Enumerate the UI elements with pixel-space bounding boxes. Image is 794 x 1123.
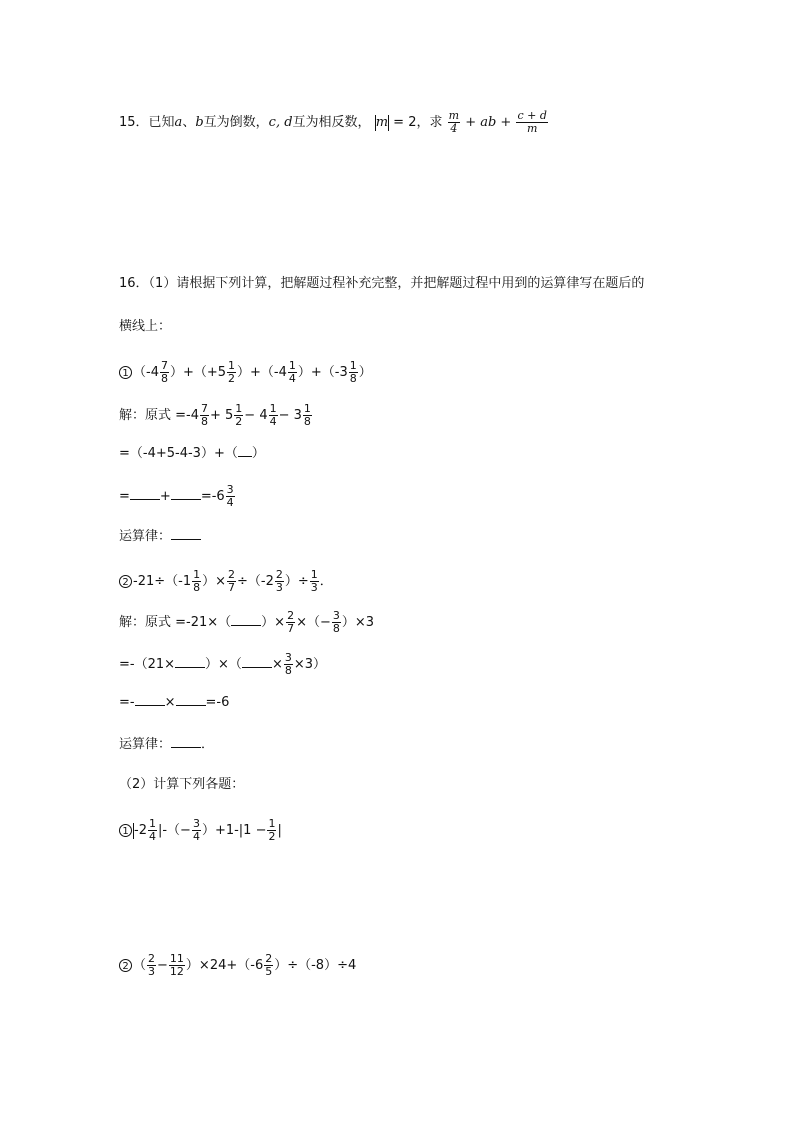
p2-expression	[119, 569, 333, 594]
expr-text: |	[277, 823, 282, 838]
fraction: $\frac{1}{8}$	[349, 359, 357, 385]
expr-text: |-（−	[157, 823, 191, 838]
q16-intro-line1: 16．（1）请根据下列计算，把解题过程补充完整，并把解题过程中用到的运算律写在题后的	[119, 276, 645, 291]
expr-text: −	[157, 958, 168, 973]
p1-law	[119, 527, 201, 545]
step-text: =-6	[200, 489, 225, 504]
p1-step3	[119, 484, 236, 509]
sol-text: ×（−	[296, 615, 331, 630]
q15-fraction-cdm: $\frac{c + d}{m}$	[517, 109, 547, 135]
expr-text: ）×24+（-6	[185, 958, 264, 973]
blank[interactable]	[231, 613, 261, 626]
fraction: $\frac{3}{4}$	[226, 483, 234, 509]
fraction: $\frac{11}{12}$	[169, 952, 184, 978]
sol-text: ）×	[261, 615, 286, 630]
circle-number-2: 2	[119, 575, 132, 588]
step-text: =	[119, 489, 130, 504]
law-end: ．	[201, 737, 215, 752]
part2-heading: （2）计算下列各题：	[119, 777, 245, 792]
expr-text: （	[133, 958, 147, 973]
circle-number-1: 1	[119, 824, 132, 837]
expr-text: ）+（+5	[169, 365, 227, 380]
expr-text: ）+1-|1 −	[201, 823, 267, 838]
abs-bar-right	[388, 115, 389, 131]
q15-fraction-m4: $\frac{m}{4}$	[448, 109, 460, 135]
p1-solution	[119, 403, 313, 428]
var-b: b	[195, 115, 204, 130]
q16-intro-line2: 横线上：	[119, 319, 172, 334]
separator: 、	[182, 115, 196, 130]
fraction: $\frac{7}{8}$	[201, 402, 208, 428]
fraction: $\frac{1}{2}$	[235, 402, 243, 428]
q15-text-find: ，求	[416, 115, 443, 130]
fraction: $\frac{7}{8}$	[160, 359, 168, 385]
blank[interactable]	[176, 693, 206, 706]
fraction: $\frac{1}{4}$	[148, 817, 156, 843]
step-text: =-（21×	[119, 657, 176, 672]
step-text: +	[159, 489, 171, 504]
step-text: =（-4+5-4-3）+（	[119, 446, 238, 461]
p1-step2	[119, 444, 265, 462]
circle-number-2: 2	[119, 959, 132, 972]
p2-step2	[119, 652, 326, 677]
fraction: $\frac{3}{4}$	[192, 817, 200, 843]
blank[interactable]	[135, 693, 165, 706]
step-text: ×3）	[293, 657, 327, 672]
step-text: ×	[271, 657, 283, 672]
fraction: $\frac{2}{3}$	[148, 952, 156, 978]
q15-number: 15．已知	[119, 115, 175, 130]
step-text: ）	[251, 446, 265, 461]
fraction: $\frac{1}{4}$	[288, 359, 296, 385]
sol-text: − 4	[244, 408, 268, 423]
blank[interactable]	[238, 444, 252, 457]
blank[interactable]	[175, 655, 205, 668]
q15-text-opposite: 互为相反数，	[292, 115, 371, 130]
fraction: $\frac{2}{7}$	[228, 568, 235, 594]
fraction: $\frac{1}{8}$	[303, 402, 311, 428]
q15-plus-ab: + ab +	[465, 115, 512, 130]
q15-text-reciprocal: 互为倒数，	[203, 115, 269, 130]
sol-text: 解：原式 =-4	[119, 408, 199, 423]
fraction: $\frac{1}{2}$	[228, 359, 236, 385]
blank[interactable]	[171, 527, 201, 540]
blank[interactable]	[171, 487, 201, 500]
step-text: ×	[164, 695, 176, 710]
expr-text: ）÷（-8）÷4	[274, 958, 357, 973]
expr-text: ）+（-3	[297, 365, 348, 380]
abs-m: m	[375, 115, 389, 130]
q15-eq: = 2	[393, 115, 417, 130]
expr-text: -21÷（-1	[133, 574, 192, 589]
expr-text: ）÷	[284, 574, 309, 589]
p2-step3	[119, 693, 229, 711]
q15-line	[119, 110, 549, 135]
p2-law	[119, 735, 214, 753]
fraction: $\frac{2}{7}$	[287, 609, 295, 635]
fraction: $\frac{2}{3}$	[275, 568, 283, 594]
step-text: ）×（	[205, 657, 242, 672]
step-text: =-6	[205, 695, 230, 710]
fraction: $\frac{2}{5}$	[265, 952, 273, 978]
blank[interactable]	[171, 735, 201, 748]
law-label: 运算律：	[119, 529, 172, 544]
expr-text: （-4	[133, 365, 159, 380]
var-cd: c, d	[268, 115, 293, 130]
p1-expression	[119, 360, 372, 385]
var-a: a	[174, 115, 183, 130]
expr-text: -2	[134, 823, 147, 838]
blank[interactable]	[130, 487, 160, 500]
sol-text: 解：原式 =-21×（	[119, 615, 232, 630]
expr-text: ．	[319, 574, 333, 589]
fraction: $\frac{3}{8}$	[284, 651, 292, 677]
sol-text: + 5	[210, 408, 234, 423]
blank[interactable]	[242, 655, 272, 668]
expr-text: ）+（-4	[237, 365, 287, 380]
fraction: $\frac{3}{8}$	[332, 609, 340, 635]
fraction: $\frac{1}{4}$	[269, 402, 277, 428]
fraction: $\frac{1}{8}$	[193, 568, 201, 594]
expr-text: ）×	[202, 574, 226, 589]
p2-solution	[119, 610, 374, 635]
c1-expression	[119, 818, 282, 843]
fraction: $\frac{1}{3}$	[310, 568, 318, 594]
expr-text: ）	[358, 365, 372, 380]
law-label: 运算律：	[119, 737, 172, 752]
circle-number-1: 1	[119, 366, 132, 379]
expr-text: ÷（-2	[237, 574, 274, 589]
c2-expression	[119, 953, 356, 978]
sol-text: − 3	[278, 408, 302, 423]
sol-text: ）×3	[341, 615, 375, 630]
fraction: $\frac{1}{2}$	[268, 817, 276, 843]
step-text: =-	[119, 695, 135, 710]
